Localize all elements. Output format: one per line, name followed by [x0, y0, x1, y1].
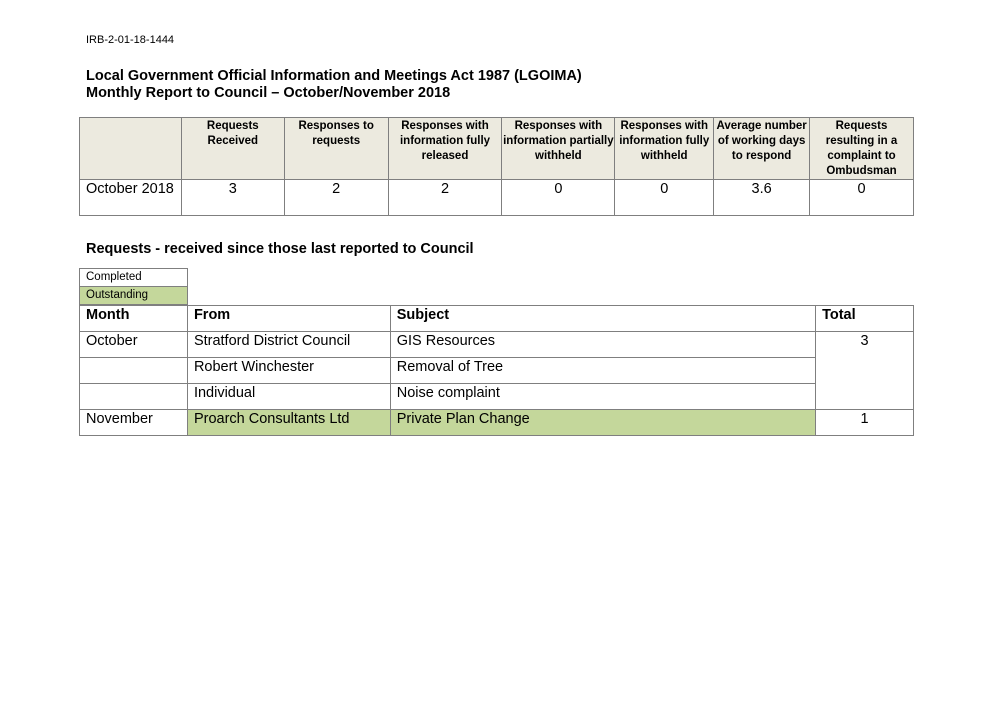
header-subject: Subject: [390, 306, 815, 332]
row-month: [80, 384, 188, 410]
summary-header-row: [80, 118, 914, 180]
summary-cell-responses: 2: [284, 180, 388, 216]
header-month: Month: [80, 306, 188, 332]
requests-table: [79, 305, 914, 436]
summary-cell-average-days: 3.6: [714, 180, 810, 216]
row-month: [80, 358, 188, 384]
requests-header-row: [80, 306, 914, 332]
title-line-2: Monthly Report to Council – October/November 2018: [86, 85, 451, 101]
summary-data-row: [80, 180, 914, 216]
summary-header-fully-withheld: Responses with information fully withheld: [615, 118, 714, 180]
table-row: [80, 358, 914, 384]
document-reference: IRB-2-01-18-1444: [86, 34, 175, 46]
summary-header-average-days: Average number of working days to respond: [714, 118, 810, 180]
table-row: [80, 410, 914, 436]
summary-cell-partially-withheld: 0: [502, 180, 615, 216]
summary-cell-period: October 2018: [80, 180, 182, 216]
summary-header-requests-received: Requests Received: [181, 118, 284, 180]
row-subject: GIS Resources: [390, 332, 815, 358]
row-from: Proarch Consultants Ltd: [187, 410, 390, 436]
legend-completed: Completed: [80, 269, 188, 287]
title-line-1: Local Government Official Information and Meetings Act 1987 (LGOIMA): [86, 68, 582, 84]
summary-header-fully-released: Responses with information fully released: [388, 118, 502, 180]
row-total: 1: [816, 410, 914, 436]
legend-outstanding: Outstanding: [80, 287, 188, 305]
row-subject: Private Plan Change: [390, 410, 815, 436]
row-from: Robert Winchester: [187, 358, 390, 384]
summary-header-partially-withheld: Responses with information partially withheld: [502, 118, 615, 180]
summary-cell-ombudsman: 0: [810, 180, 914, 216]
status-legend: [79, 268, 188, 305]
header-total: Total: [816, 306, 914, 332]
row-subject: Noise complaint: [390, 384, 815, 410]
summary-header-ombudsman: Requests resulting in a complaint to Ombudsman: [810, 118, 914, 180]
summary-cell-fully-withheld: 0: [615, 180, 714, 216]
table-row: [80, 332, 914, 358]
summary-cell-requests-received: 3: [181, 180, 284, 216]
row-month: October: [80, 332, 188, 358]
document-title: [86, 68, 582, 102]
row-subject: Removal of Tree: [390, 358, 815, 384]
row-from: Stratford District Council: [187, 332, 390, 358]
header-from: From: [187, 306, 390, 332]
summary-header-responses: Responses to requests: [284, 118, 388, 180]
row-month: November: [80, 410, 188, 436]
row-from: Individual: [187, 384, 390, 410]
summary-header-blank: [80, 118, 182, 180]
summary-table: [79, 117, 914, 216]
summary-cell-fully-released: 2: [388, 180, 502, 216]
table-row: [80, 384, 914, 410]
row-total: 3: [816, 332, 914, 410]
requests-heading: Requests - received since those last reported to Council: [86, 241, 474, 257]
